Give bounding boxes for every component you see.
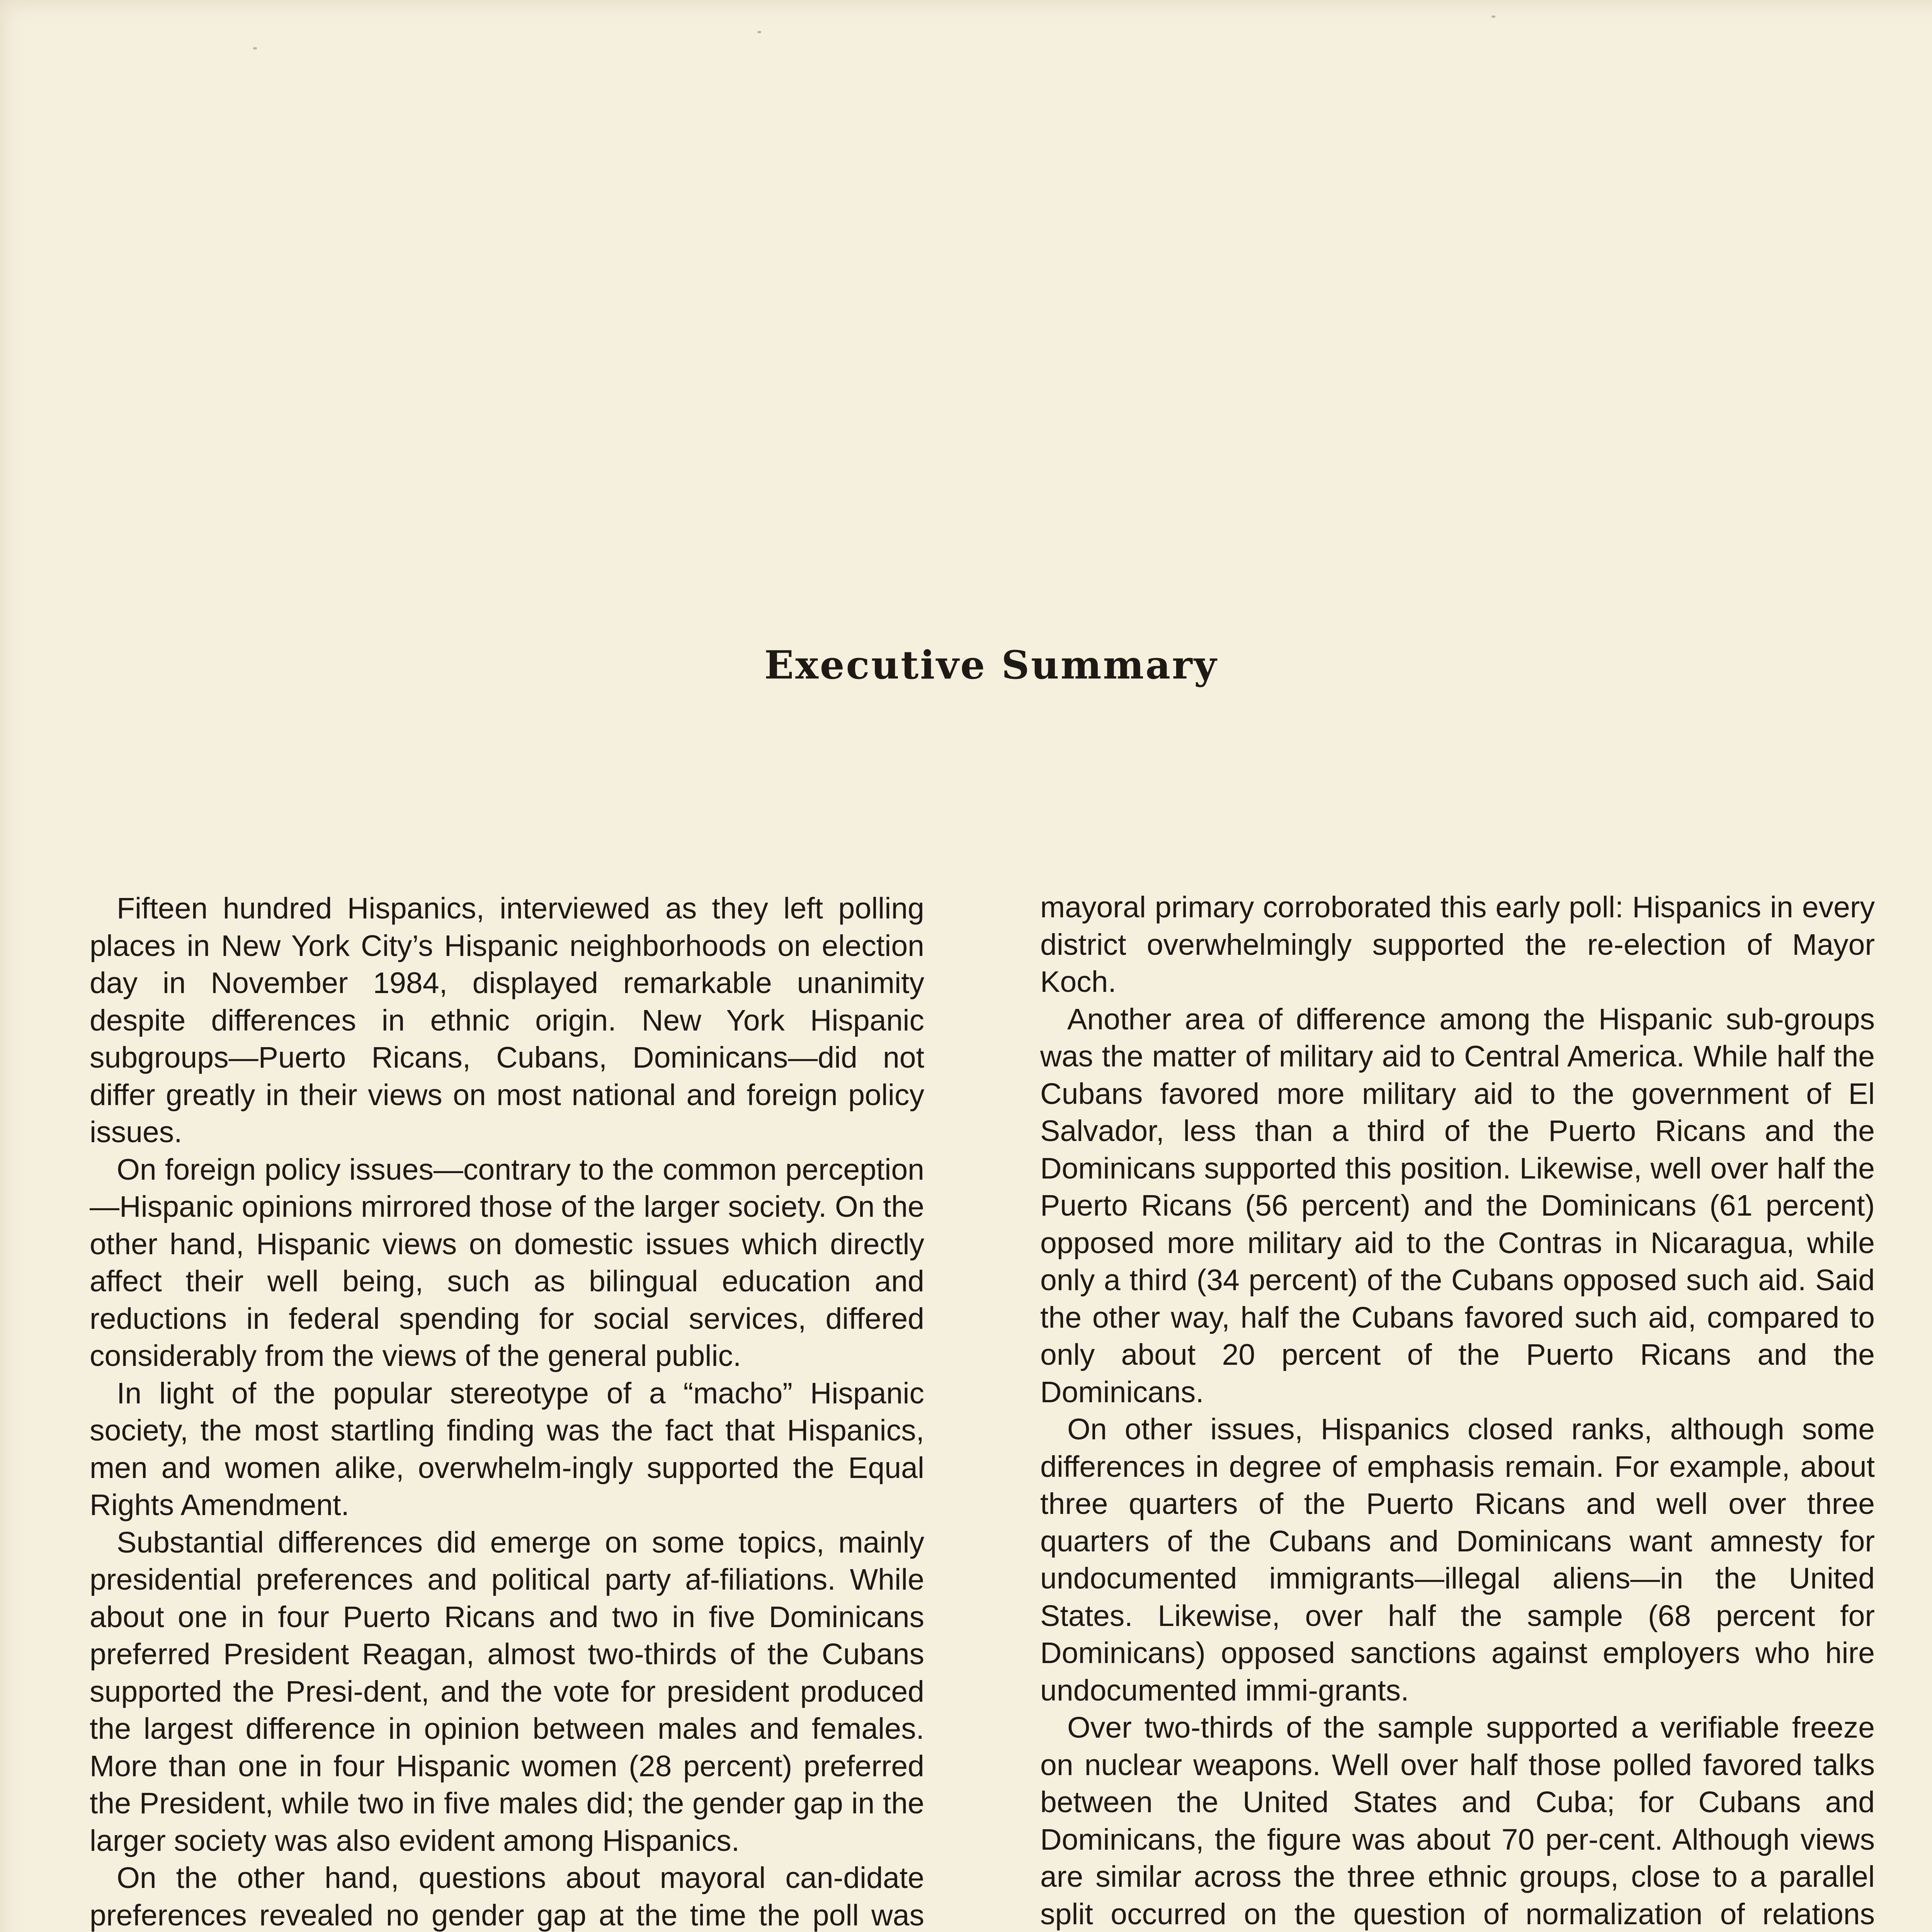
paragraph: On the other hand, questions about mayoral can-didate preferences revealed no gender gap at the time the poll was [90,1861,924,1932]
paragraph: mayoral primary corroborated this early poll: Hispanics in every district overwhelmingly supported the re-election of Mayor Koch. [1040,891,1875,998]
paragraph: On foreign policy issues—contrary to the common perception—Hispanic opinions mirrored those of the larger society. On the other hand, Hispanic views on domestic issues which directly affect their well being, such as bilingual education and reductions in federal spending for social services, differed considerably from the views of the general public. [90,1153,924,1372]
paper-speck [253,47,257,49]
paper-speck [757,31,761,33]
paragraph: Substantial differences did emerge on some topics, mainly presidential preferences and political party af-filiations. While about one in four Puerto Ricans and two in five Dominicans preferred President Reagan, almost two-thirds of the Cubans supported the Presi-dent, and the vote for president produced the largest difference in opinion between males and females. More than one in four Hispanic women (28 percent) preferred the President, while two in five males did; the gender gap in the larger society was also evident among Hispanics. [90,1526,924,1857]
paragraph: On other issues, Hispanics closed ranks, although some differences in degree of emphasis remain. For example, about three quarters of the Puerto Ricans and well over three quarters of the Cubans and Dominicans want amnesty for undocumented immigrants—illegal aliens—in the United States. Likewise, over half the sample (68 percent for Dominicans) opposed sanctions against employers who hire undocumented immi-grants. [1040,1413,1875,1707]
left-column [90,890,924,1932]
paragraph: Fifteen hundred Hispanics, interviewed as they left polling places in New York City’s Hispanic neighborhoods on election day in November 1984, displayed remarkable unanimity despite differences in ethnic origin. New York Hispanic subgroups—Puerto Ricans, Cubans, Dominicans—did not differ greatly in their views on most national and foreign policy issues. [90,892,924,1149]
page-title: Executive Summary [764,642,1218,688]
paragraph: Over two-thirds of the sample supported a verifiable freeze on nuclear weapons. Well over half those polled favored talks between the United States and Cuba; for Cubans and Dominicans, the figure was about 70 per-cent. Although views are similar across the three ethnic groups, close to a parallel split occurred on the question of normalization of relations [1040,1711,1875,1931]
paragraph: In light of the popular stereotype of a “macho” Hispanic society, the most startling finding was the fact that Hispanics, men and women alike, overwhelm-ingly supported the Equal Rights Amendment. [90,1376,924,1522]
right-column [1040,889,1875,1932]
paper-speck [1492,15,1495,18]
paragraph: Another area of difference among the Hispanic sub-groups was the matter of military aid to Central America. While half the Cubans favored more military aid to the government of El Salvador, less than a third of the Puerto Ricans and the Dominicans supported this position. Likewise, well over half the Puerto Ricans (56 percent) and the Dominicans (61 percent) opposed more military aid to the Contras in Nicaragua, while only a third (34 percent) of the Cubans opposed such aid. Said the other way, half the Cubans favored such aid, compared to only about 20 percent of the Puerto Ricans and the Dominicans. [1040,1002,1875,1409]
